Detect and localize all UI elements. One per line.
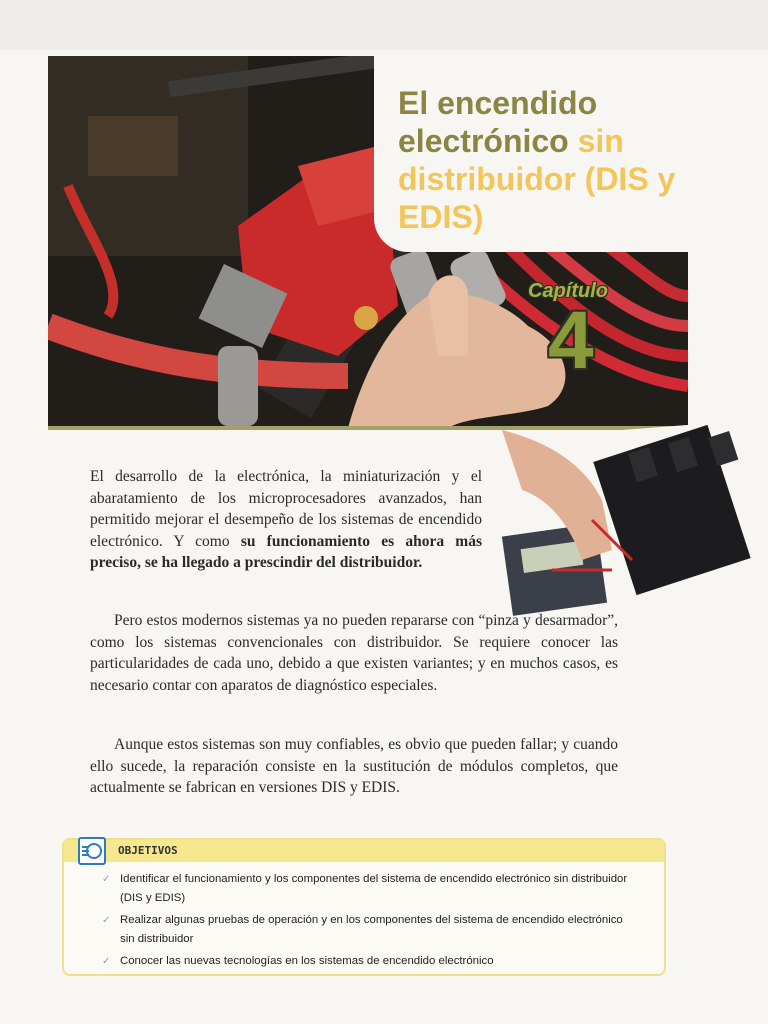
paragraph-2: Pero estos modernos sistemas ya no pueden repararse con “pinza y desarmador”, como los sistemas convencionales con distribuidor. Se requiere conocer las particularidades de cada uno, debido a que existen variantes; y en muchos casos, es necesario contar con aparatos de diagnóstico especiales. bbox=[90, 612, 618, 694]
objective-item-text: Identificar el funcionamiento y los componentes del sistema de encendido electrónico sin distribuidor (DIS y EDIS) bbox=[120, 873, 628, 904]
objective-item bbox=[102, 911, 632, 949]
target-icon-graphic bbox=[80, 839, 104, 863]
inset-photo-coil-test bbox=[482, 420, 762, 620]
check-icon: ✓ bbox=[102, 874, 111, 885]
intro-paragraph bbox=[90, 466, 482, 574]
objectives-list bbox=[102, 870, 632, 974]
check-icon: ✓ bbox=[102, 915, 111, 926]
coil-test-illustration bbox=[482, 420, 762, 620]
objective-item-text: Realizar algunas pruebas de operación y en los componentes del sistema de encendido electrónico sin distribuidor bbox=[120, 914, 623, 945]
objectives-title: OBJETIVOS bbox=[118, 844, 178, 857]
intro-paragraph-text: El desarrollo de la electrónica, la miniaturización y el abaratamiento de los microprocesadores avanzados, han permitido mejorar el desempeño de los sistemas de encendido electrónico. Y como bbox=[90, 468, 482, 550]
chapter-title-part2: sin distribuidor (DIS y EDIS) bbox=[398, 123, 676, 235]
chapter-number: 4 bbox=[548, 295, 594, 386]
paragraph-3: Aunque estos sistemas son muy confiables, es obvio que pueden fallar; y cuando ello sucede, la reparación consiste en la sustitución de módulos completos, que actualmente se fabrican en versiones DIS y EDIS. bbox=[90, 736, 618, 796]
target-icon bbox=[78, 837, 106, 865]
objective-item-text: Conocer las nuevas tecnologías en los sistemas de encendido electrónico bbox=[120, 955, 494, 967]
objectives-box bbox=[62, 838, 666, 976]
check-icon: ✓ bbox=[102, 956, 111, 967]
objective-item bbox=[102, 870, 632, 908]
chapter-title-part1: El encendido electrónico bbox=[398, 85, 598, 159]
intro-paragraph-end: . bbox=[418, 554, 423, 571]
chapter-title bbox=[398, 84, 738, 236]
intro-paragraph-bold: su funcionamiento es ahora más preciso, se ha llegado a prescindir del distribuidor bbox=[90, 532, 482, 571]
objective-item bbox=[102, 952, 632, 971]
chapter-label: Capítulo bbox=[528, 280, 608, 302]
